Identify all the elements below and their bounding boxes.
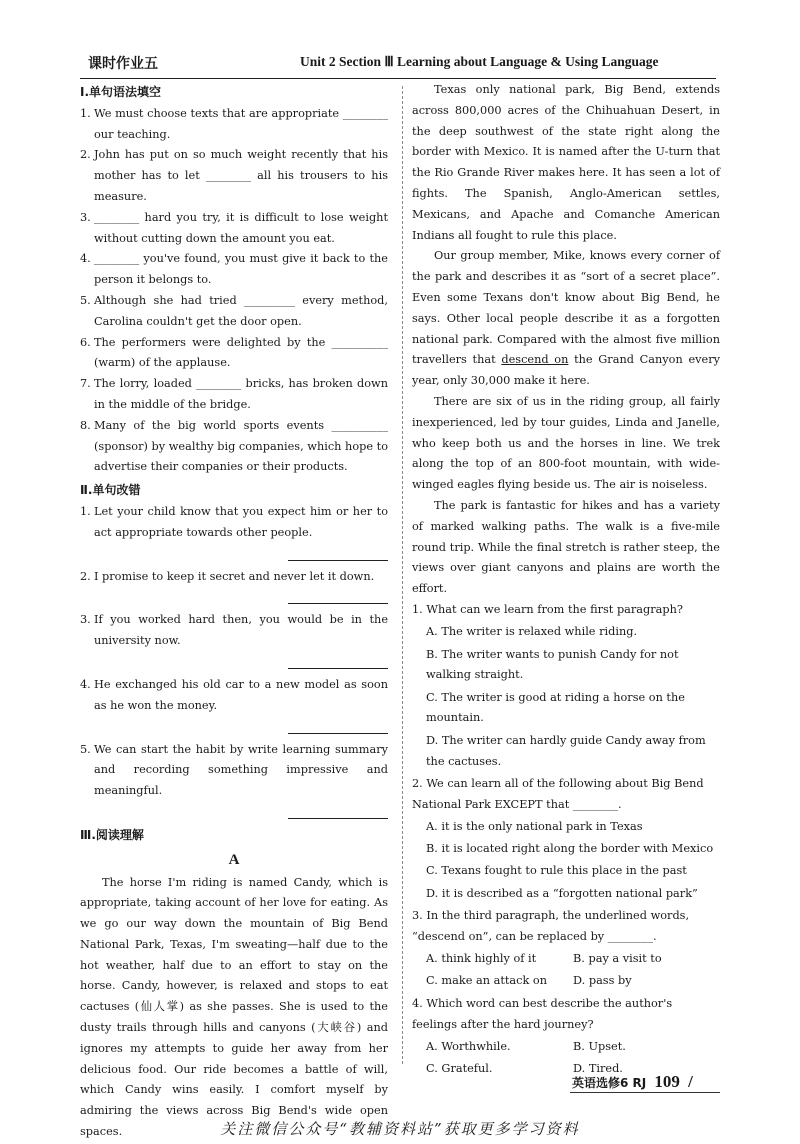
option[interactable]: D. Tired. [573,1062,623,1076]
option[interactable]: B. Upset. [573,1039,626,1053]
grammar-item: 8. Many of the big world sports events __________ (sponsor) by wealthy big companies, which hope to advertise their companies or their products. [80,418,388,474]
underlined-phrase: descend on [501,353,569,367]
grammar-item: 2. John has put on so much weight recently that his mother has to let ________ all his trousers to his measure. [80,148,388,203]
watermark-text: 关注微信公众号“教辅资料站”获取更多学习资料 [220,1120,580,1138]
page-number: 109 [654,1072,680,1091]
passage-paragraph-4: There are six of us in the riding group, all fairly inexperienced, led by tour guides, Linda and Janelle, who keep both us and the horses in line. We trek along the top of an 800-foot mountain, with wide-winged eagles flying beside us. The air is noiseless. [412,394,720,492]
section-2-title: Ⅱ.单句改错 [80,483,141,498]
correction-item: 4. He exchanged his old car to a new model as soon as he won the money. [80,677,388,712]
option[interactable]: C. Texans fought to rule this place in the past [426,864,687,878]
grammar-item: 1. We must choose texts that are appropriate ________ our teaching. [80,106,388,141]
answer-line[interactable] [288,652,388,669]
option[interactable]: A. think highly of it [426,952,537,966]
question-stem: 3. In the third paragraph, the underlined words, “descend on”, can be replaced by ________. [412,909,690,943]
left-column [80,80,388,1143]
option[interactable]: A. The writer is relaxed while riding. [426,625,638,639]
passage-paragraph-3: Our group member, Mike, knows every corner of the park and describes it as “sort of a secret place”. Even some Texans don't know about Big Bend, he says. Other local people describe it as a forgotten national park. Compared with the almost five million travellers that descend on the Grand Canyon every year, only 30,000 make it here. [412,249,721,388]
footer-rule [570,1092,720,1093]
option[interactable]: D. it is described as a “forgotten national park” [426,886,698,900]
passage-paragraph-5: The park is fantastic for hikes and has a variety of marked walking paths. The walk is a five-mile round trip. While the final stretch is rather steep, the views over giant canyons and plains are worth the effort. [412,498,720,596]
section-3-title: Ⅲ.阅读理解 [80,827,144,842]
option[interactable]: A. it is the only national park in Texas [426,819,643,833]
question-2 [412,774,720,905]
correction-item: 3. If you worked hard then, you would be in the university now. [80,613,388,648]
grammar-item: 4. ________ you've found, you must give it back to the person it belongs to. [80,252,388,287]
book-name: 英语选修6 RJ [572,1076,647,1090]
passage-label: A [228,851,240,868]
question-stem: 4. Which word can best describe the author's feelings after the hard journey? [412,996,673,1031]
column-divider [402,86,403,1064]
page-slash: / [688,1072,693,1091]
grammar-item: 6. The performers were delighted by the __________ (warm) of the applause. [80,335,388,370]
option[interactable]: C. make an attack on [426,974,547,988]
page-footer [572,1072,693,1092]
answer-line[interactable] [288,544,388,561]
header-rule [80,78,716,79]
correction-item: 2. I promise to keep it secret and never let it down. [80,569,375,583]
passage-paragraph-1: The horse I'm riding is named Candy, which is appropriate, taking account of her love for eating. As we go our way down the mountain of Big Bend National Park, Texas, I'm sweating—half due to the hot weather, half due to an effort to stay on the horse. Candy, however, is relaxed and stops to eat cactuses (仙人掌) as she passes. She is used to the dusty trails through hills and canyons (大峡谷) and ignores my attempts to guide her away from her delicious food. Our ride becomes a battle of will, which Candy wins easily. I comfort myself by admiring the views across Big Bend's wide open spaces. [80,875,388,1139]
option[interactable]: D. The writer can hardly guide Candy away from the cactuses. [426,733,706,768]
answer-line[interactable] [288,802,388,819]
option[interactable]: B. pay a visit to [573,952,662,966]
option[interactable]: D. pass by [573,974,632,988]
option[interactable]: B. it is located right along the border with Mexico [426,842,714,856]
passage-paragraph-2: Texas only national park, Big Bend, extends across 800,000 acres of the Chihuahuan Desert, in the deep southwest of the state right along the border with Mexico. It is named after the U-turn that the Rio Grande River makes here. It has seen a lot of fights. The Spanish, Anglo-American settles, Mexicans, and Apache and Comanche American Indians all fought to rule this place. [412,83,720,242]
question-stem: 1. What can we learn from the first paragraph? [412,602,683,616]
answer-line[interactable] [288,587,388,604]
option[interactable]: C. The writer is good at riding a horse on the mountain. [426,690,685,725]
worksheet-title: 课时作业五 [88,56,158,72]
option[interactable]: B. The writer wants to punish Candy for not walking straight. [426,647,679,682]
right-column [412,80,720,1081]
question-3 [412,906,720,992]
option[interactable]: A. Worthwhile. [426,1039,511,1053]
question-1 [412,600,720,772]
section-1-title: Ⅰ.单句语法填空 [80,85,162,99]
question-4 [412,994,720,1080]
option[interactable]: C. Grateful. [426,1062,493,1076]
correction-item: 1. Let your child know that you expect him or her to act appropriate towards other people. [80,504,388,539]
correction-item: 5. We can start the habit by write learning summary and recording something impressive and meaningful. [80,742,388,798]
unit-section-title: Unit 2 Section Ⅲ Learning about Language & Using Language [300,54,659,69]
question-stem: 2. We can learn all of the following about Big Bend National Park EXCEPT that ________. [412,776,704,811]
grammar-item: 7. The lorry, loaded ________ bricks, has broken down in the middle of the bridge. [80,377,388,411]
grammar-item: 3. ________ hard you try, it is difficult to lose weight without cutting down the amount you eat. [80,210,388,245]
grammar-item: 5. Although she had tried _________ every method, Carolina couldn't get the door open. [80,293,388,328]
answer-line[interactable] [288,717,388,734]
